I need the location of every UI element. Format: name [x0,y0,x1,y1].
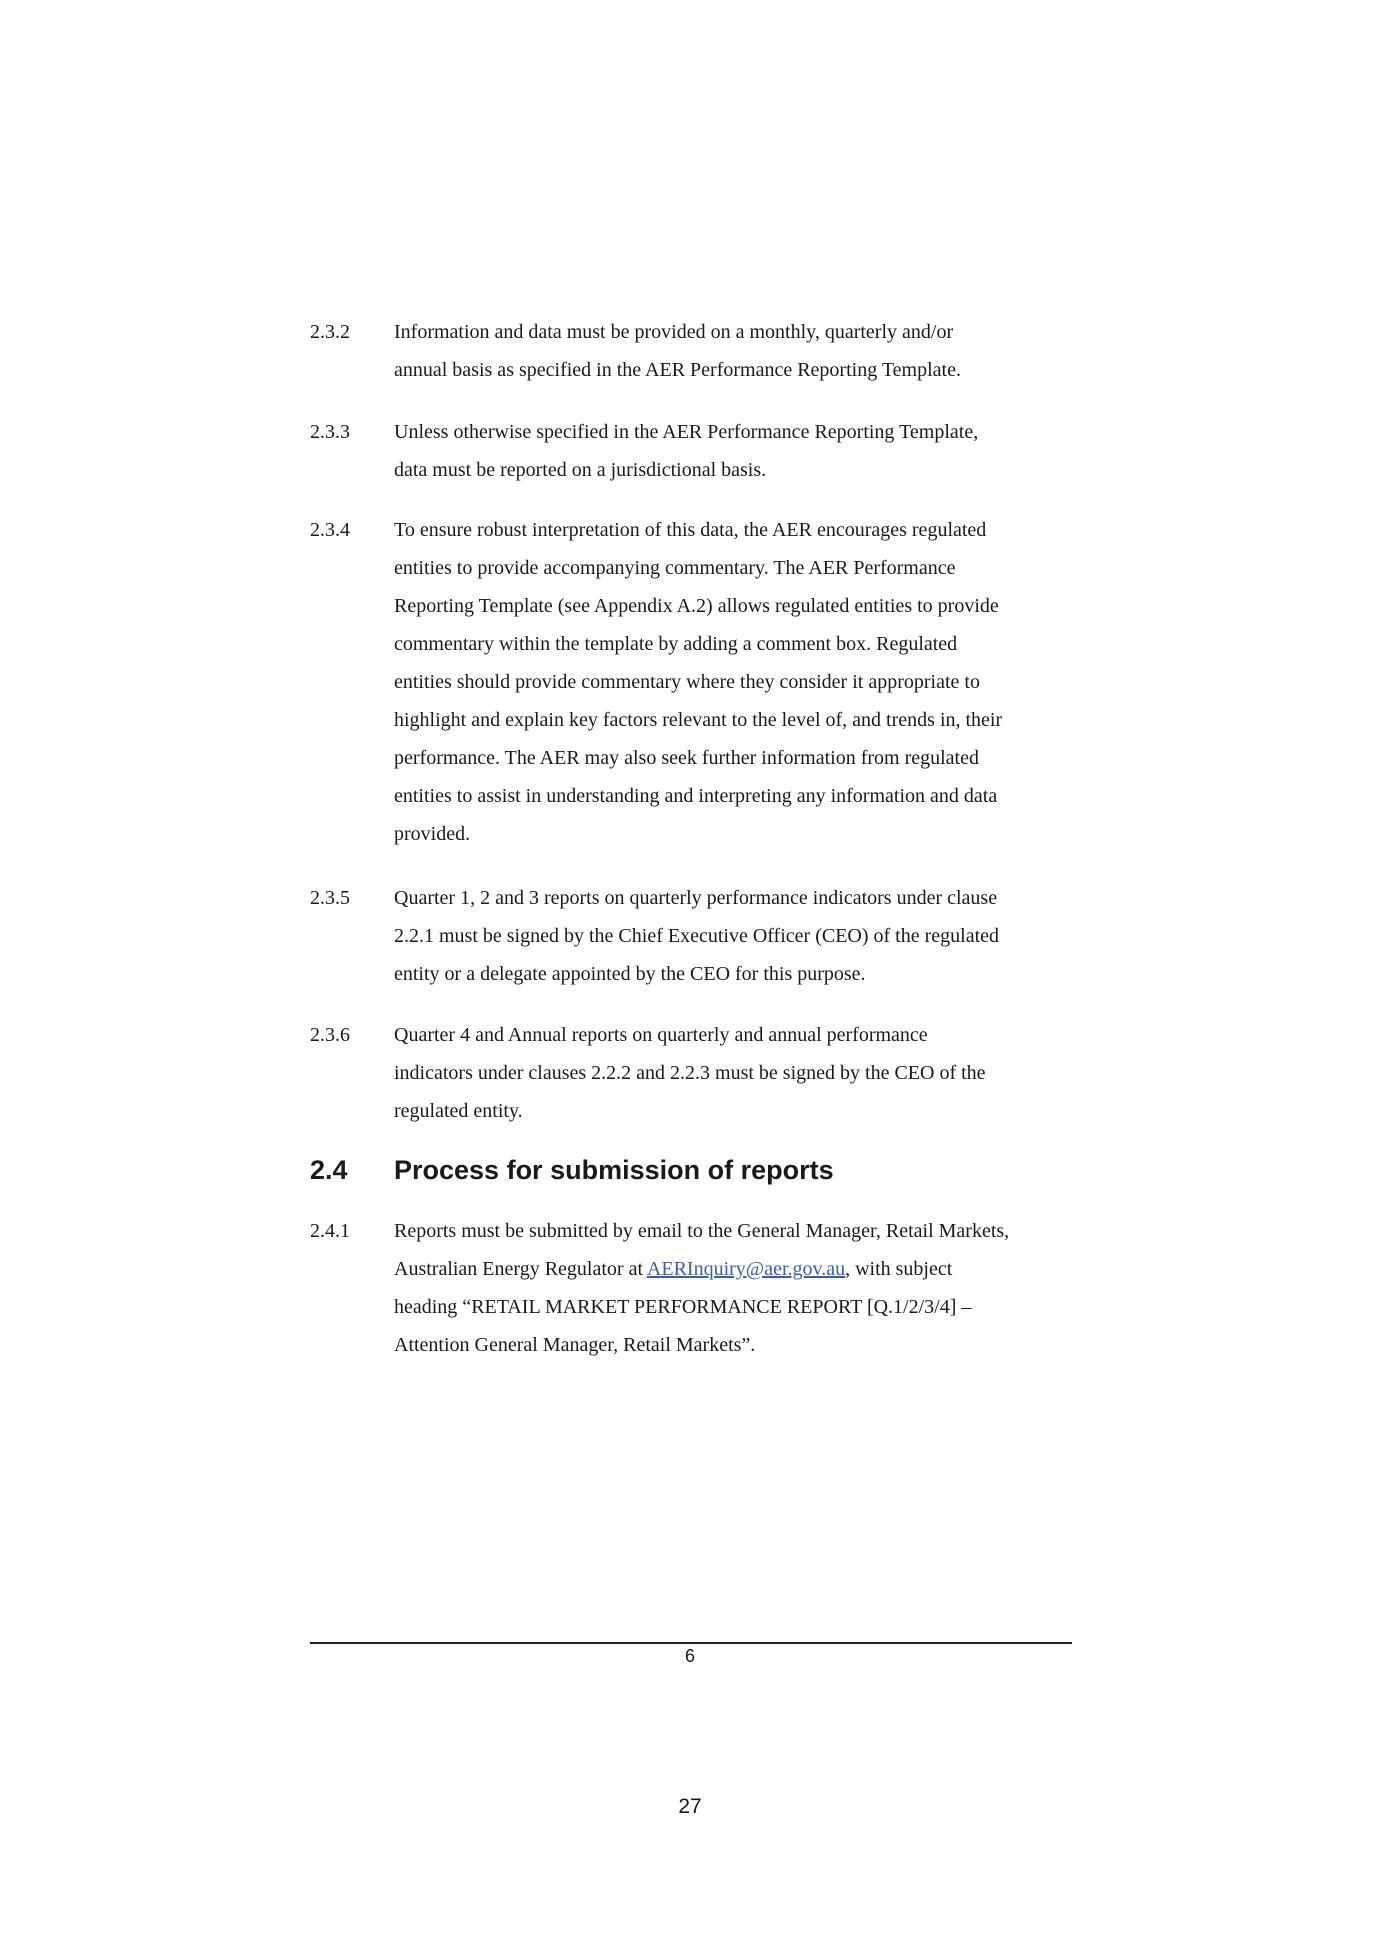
text-line: highlight and explain key factors relevant to the level of, and trends in, their [394,709,1003,731]
clause-2-4-1 [310,1212,1090,1364]
text-line: To ensure robust interpretation of this data, the AER encourages regulated [394,519,987,541]
clause-number: 2.3.4 [310,519,350,541]
text-line: data must be reported on a jurisdictional basis. [394,459,767,481]
text-line: entities should provide commentary where they consider it appropriate to [394,671,980,693]
section-title: Process for submission of reports [394,1155,834,1185]
clause-number: 2.3.2 [310,321,350,343]
section-heading [310,1152,834,1188]
text-line: indicators under clauses 2.2.2 and 2.2.3 must be signed by the CEO of the [394,1062,986,1084]
text-fragment: Australian Energy Regulator at [394,1258,647,1280]
footer-page-number: 6 [684,1646,695,1666]
text-line: 2.2.1 must be signed by the Chief Executive Officer (CEO) of the regulated [394,925,1000,947]
text-fragment: , with subject [845,1258,953,1280]
clause-text [394,313,1090,389]
text-line: Reports must be submitted by email to the General Manager, Retail Markets, [394,1220,1010,1242]
text-line [394,1250,1090,1288]
text-line: Quarter 1, 2 and 3 reports on quarterly performance indicators under clause [394,887,998,909]
text-line: Quarter 4 and Annual reports on quarterly and annual performance [394,1024,928,1046]
text-line: regulated entity. [394,1100,523,1122]
clause-text [394,879,1090,993]
text-line: Information and data must be provided on a monthly, quarterly and/or [394,321,954,343]
section-number: 2.4 [310,1155,348,1185]
clause-text [394,413,1090,489]
clause-2-3-2 [310,313,1090,389]
text-line: entities to assist in understanding and interpreting any information and data [394,785,998,807]
clause-number: 2.4.1 [310,1220,350,1242]
clause-2-3-3 [310,413,1090,489]
email-link[interactable]: AERInquiry@aer.gov.au [646,1258,846,1280]
text-line: entity or a delegate appointed by the CEO for this purpose. [394,963,866,985]
clause-2-3-6 [310,1016,1090,1130]
text-line: heading “RETAIL MARKET PERFORMANCE REPORT [Q.1/2/3/4] – [394,1296,972,1318]
clause-2-3-5 [310,879,1090,993]
clause-number: 2.3.6 [310,1024,350,1046]
clause-2-3-4 [310,511,1090,853]
bottom-page-number: 27 [678,1795,702,1818]
clause-number: 2.3.5 [310,887,350,909]
text-line: entities to provide accompanying commentary. The AER Performance [394,557,956,579]
text-line: Attention General Manager, Retail Markets”. [394,1334,756,1356]
clause-text [394,1212,1090,1364]
text-line: annual basis as specified in the AER Performance Reporting Template. [394,359,961,381]
clause-text [394,1016,1090,1130]
text-line: provided. [394,823,471,845]
text-line: Reporting Template (see Appendix A.2) allows regulated entities to provide [394,595,999,617]
clause-text [394,511,1090,853]
text-line: Unless otherwise specified in the AER Performance Reporting Template, [394,421,979,443]
text-line: performance. The AER may also seek further information from regulated [394,747,979,769]
text-line: commentary within the template by adding a comment box. Regulated [394,633,958,655]
footer-divider [310,1642,1072,1644]
clause-number: 2.3.3 [310,421,350,443]
